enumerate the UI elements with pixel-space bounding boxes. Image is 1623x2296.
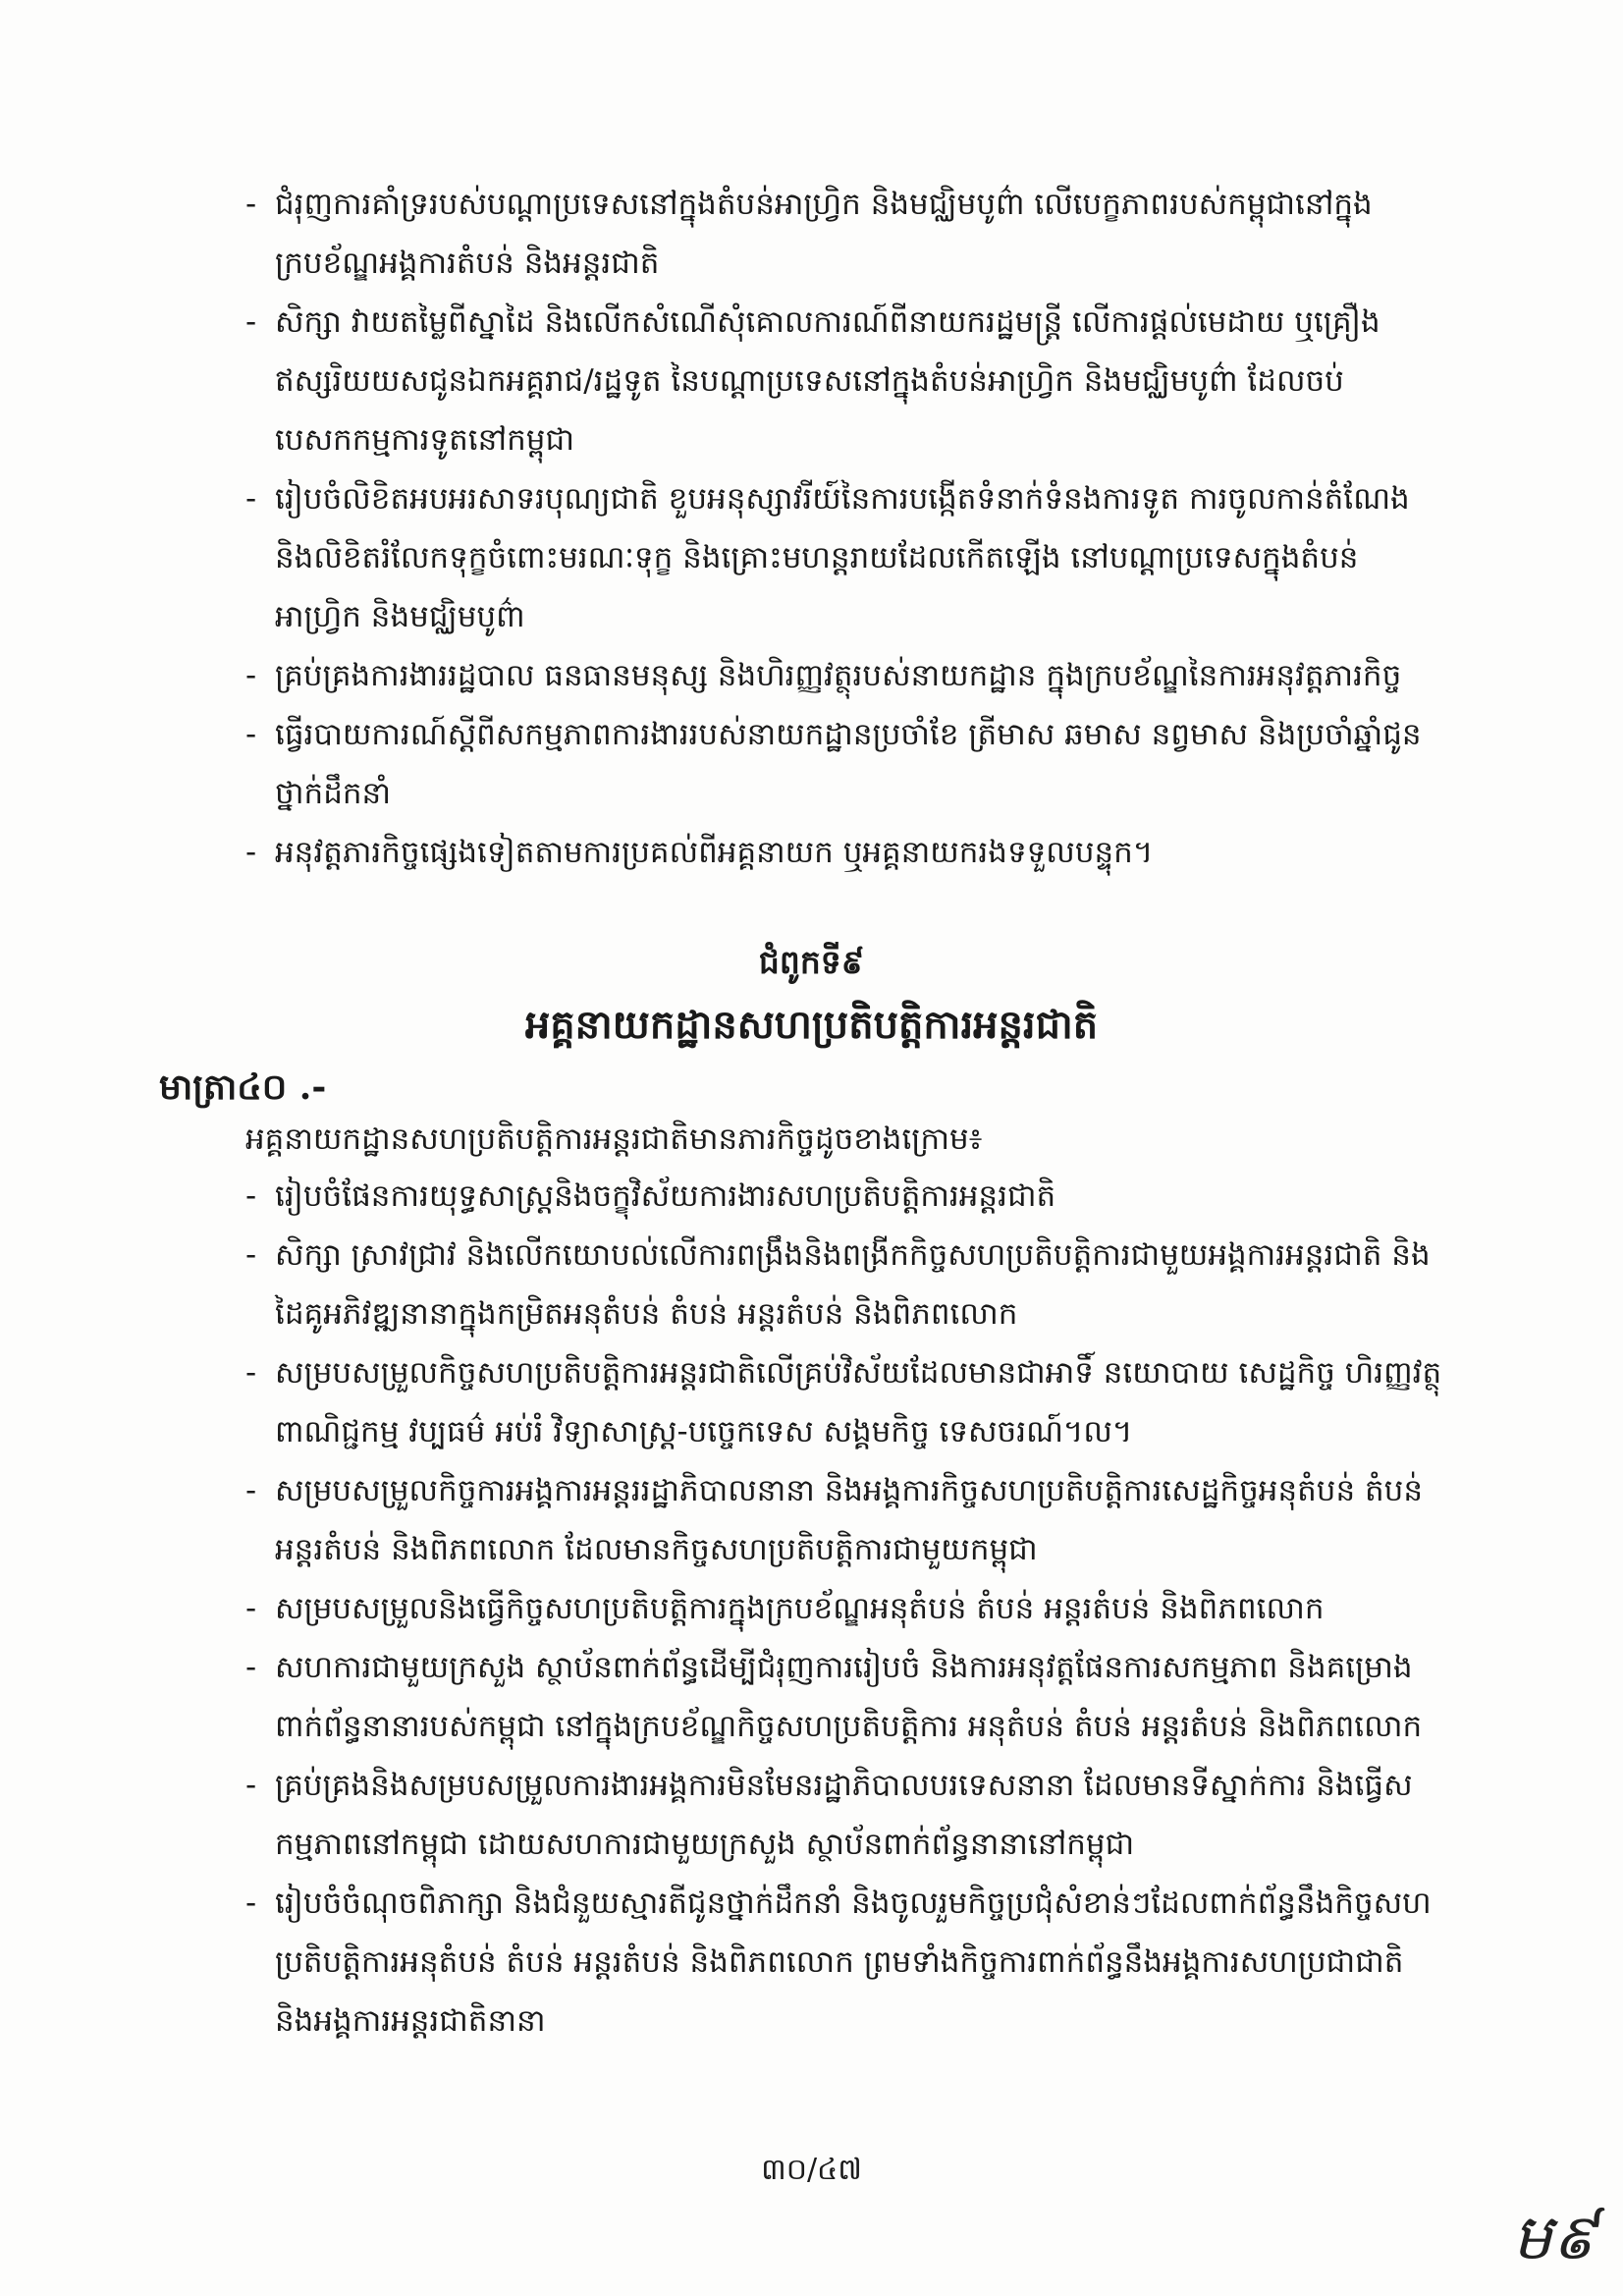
chapter-number: ជំពូកទី៩	[758, 943, 865, 981]
list-item: - សម្របសម្រួលនិងធ្វើកិច្ចសហប្រតិបត្តិការក្នុងក្របខ័ណ្ឌអនុតំបន់ តំបន់ អន្តរតំបន់ និងពិភពលោក	[245, 1591, 1325, 1626]
list-item: - សិក្សា វាយតម្លៃពីស្នាដៃ និងលើកសំណើសុំគោលការណ៍ពីនាយករដ្ឋមន្ត្រី លើការផ្តល់មេដាយ ឬគ្រឿងឥស្សរិយយសជូនឯកអគ្គរាជ/រដ្ឋទូត នៃបណ្តាប្រទេសនៅក្នុងតំបន់អាហ្វ្រិក និងមជ្ឈិមបូព៌ា ដែលចប់បេសកកម្មការទូតនៅកម្ពុជា	[245, 304, 1380, 458]
list-item: - រៀបចំចំណុចពិភាក្សា និងជំនួយស្មារតីជូនថ្នាក់ដឹកនាំ និងចូលរួមកិច្ចប្រជុំសំខាន់ៗដែលពាក់ព័ន្ធនឹងកិច្ចសហប្រតិបត្តិការអនុតំបន់ តំបន់ អន្តរតំបន់ និងពិភពលោក ព្រមទាំងកិច្ចការពាក់ព័ន្ធនឹងអង្គការសហប្រជាជាតិ និងអង្គការអន្តរជាតិនានា	[245, 1886, 1432, 2039]
list-item: - សិក្សា ស្រាវជ្រាវ និងលើកយោបល់លើការពង្រឹងនិងពង្រីកកិច្ចសហប្រតិបត្តិការជាមួយអង្គការអន្តរជាតិ និងដៃគូអភិវឌ្ឍនានាក្នុងកម្រិតអនុតំបន់ តំបន់ អន្តរតំបន់ និងពិភពលោក	[245, 1237, 1431, 1332]
top-bullet-list	[245, 175, 1443, 882]
bottom-bullet-list	[245, 1167, 1443, 2050]
list-item: - ធ្វើរបាយការណ៍ស្តីពីសកម្មភាពការងាររបស់នាយកដ្ឋានប្រចាំខែ ត្រីមាស ឆមាស នព្វមាស និងប្រចាំឆ្នាំជូនថ្នាក់ដឹកនាំ	[245, 717, 1422, 811]
article-heading: មាត្រា៤០ .-	[159, 1066, 327, 1108]
list-item: - គ្រប់គ្រងនិងសម្របសម្រួលការងារអង្គការមិនមែនរដ្ឋាភិបាលបរទេសនានា ដែលមានទីស្នាក់ការ និងធ្វើសកម្មភាពនៅកម្ពុជា ដោយសហការជាមួយក្រសួង ស្ថាប័នពាក់ព័ន្ធនានានៅកម្ពុជា	[245, 1768, 1413, 1862]
list-item: - សម្របសម្រួលកិច្ចសហប្រតិបត្តិការអន្តរជាតិលើគ្រប់វិស័យដែលមានជាអាទិ៍ នយោបាយ សេដ្ឋកិច្ច ហិរញ្ញវត្ថុ ពាណិជ្ជកម្ម វប្បធម៌ អប់រំ វិទ្យាសាស្ត្រ-បច្ចេកទេស សង្គមកិច្ច ទេសចរណ៍។ល។	[245, 1355, 1442, 1449]
page-number: ៣០/៤៧	[761, 2153, 862, 2187]
list-item: - រៀបចំលិខិតអបអរសាទរបុណ្យជាតិ ខួបអនុស្សាវរីយ៍នៃការបង្កើតទំនាក់ទំនងការទូត ការចូលកាន់តំណែង និងលិខិតរំលែកទុក្ខចំពោះមរណៈទុក្ខ និងគ្រោះមហន្តរាយដែលកើតឡើង នៅបណ្តាប្រទេសក្នុងតំបន់អាហ្វ្រិក និងមជ្ឈិមបូព៌ា	[245, 481, 1410, 634]
intro-text: អគ្គនាយកដ្ឋានសហប្រតិបត្តិការអន្តរជាតិមានភារកិច្ចដូចខាងក្រោម៖	[245, 1121, 983, 1157]
list-item: - សហការជាមួយក្រសួង ស្ថាប័នពាក់ព័ន្ធដើម្បីជំរុញការរៀបចំ និងការអនុវត្តផែនការសកម្មភាព និងគម្រោងពាក់ព័ន្ធនានារបស់កម្ពុជា នៅក្នុងក្របខ័ណ្ឌកិច្ចសហប្រតិបត្តិការ អនុតំបន់ តំបន់ អន្តរតំបន់ និងពិភពលោក	[245, 1650, 1423, 1744]
list-item: - គ្រប់គ្រងការងាររដ្ឋបាល ធនធានមនុស្ស និងហិរញ្ញវត្ថុរបស់នាយកដ្ឋាន ក្នុងក្របខ័ណ្ឌនៃការអនុវត្តភារកិច្ច	[245, 658, 1402, 693]
list-item: - រៀបចំផែនការយុទ្ធសាស្ត្រនិងចក្ខុវិស័យការងារសហប្រតិបត្តិការអន្តរជាតិ	[245, 1178, 1056, 1214]
list-item: - ជំរុញការគាំទ្ររបស់បណ្តាប្រទេសនៅក្នុងតំបន់អាហ្វ្រិក និងមជ្ឈិមបូព៌ា លើបេក្ខភាពរបស់កម្ពុជានៅក្នុងក្របខ័ណ្ឌអង្គការតំបន់ និងអន្តរជាតិ	[245, 187, 1373, 281]
list-item: - សម្របសម្រួលកិច្ចការអង្គការអន្តររដ្ឋាភិបាលនានា និងអង្គការកិច្ចសហប្រតិបត្តិការសេដ្ឋកិច្ចអនុតំបន់ តំបន់ អន្តរតំបន់ និងពិភពលោក ដែលមានកិច្ចសហប្រតិបត្តិការជាមួយកម្ពុជា	[245, 1473, 1424, 1567]
list-item: - អនុវត្តភារកិច្ចផ្សេងទៀតតាមការប្រគល់ពីអគ្គនាយក ឬអគ្គនាយករងទទួលបន្ទុក។	[245, 835, 1154, 870]
chapter-title: អគ្គនាយកដ្ឋានសហប្រតិបត្តិការអន្តរជាតិ	[524, 1002, 1099, 1048]
initials-signature: ម៩	[1512, 2202, 1596, 2274]
